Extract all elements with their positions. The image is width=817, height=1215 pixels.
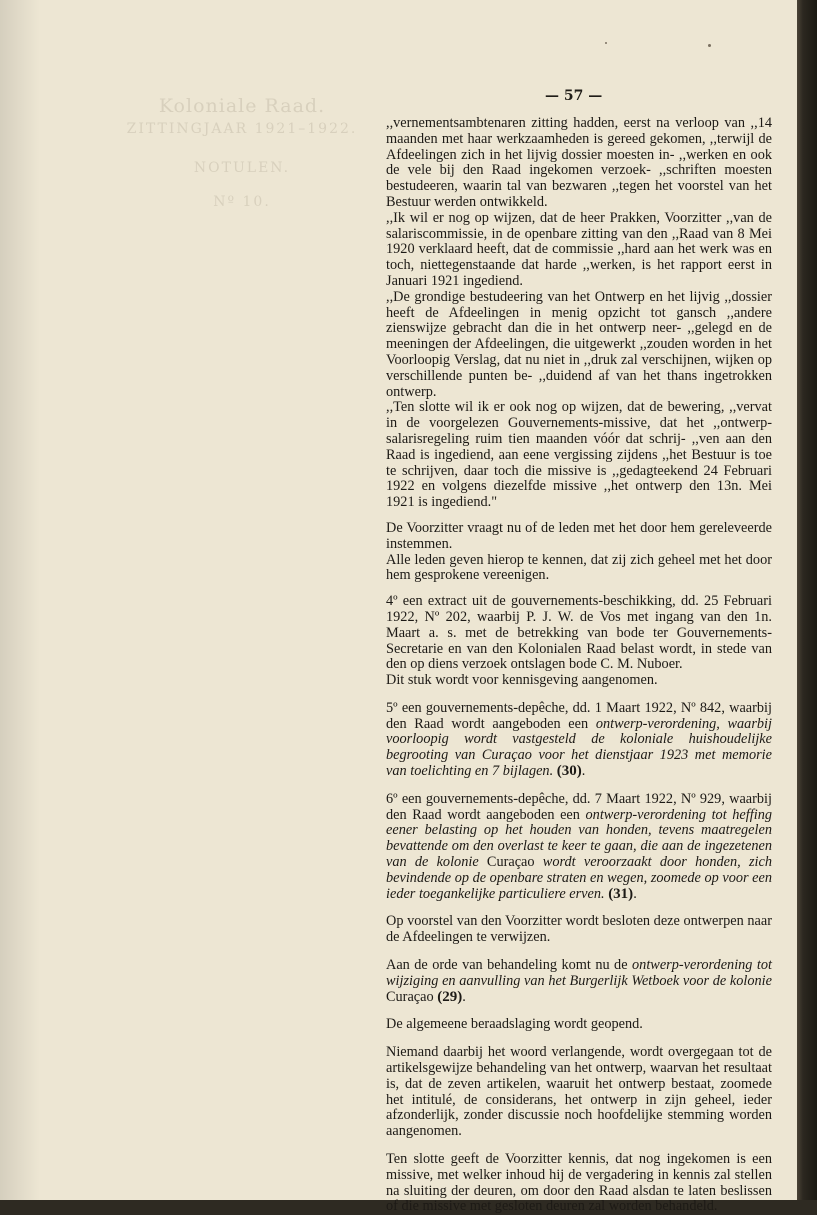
paragraph: ,,De grondige bestudeering van het Ontwerp en het lijvig ,,dossier heeft de Afdeelingen in menig opzicht tot gansch ,,andere zienswijze gebracht dan die in het ontwerp neer- ,,gelegd en de meeningen der Afdeelingen, die uitgewerkt ,,zouden worden in het Voorloopig Verslag, dat nu niet in ,,druk zal verschijnen, wijken op verschillende punten be- ,,duidend af van het thans ingetrokken ontwerp.	[386, 288, 772, 400]
paragraph: Dit stuk wordt voor kennisgeving aangenomen.	[386, 672, 658, 689]
italic-title: ontwerp-verordening, waarbij voorloopig wordt vastgesteld de koloniale huishoudelijke begrooting van Curaçao voor het dienstjaar 1923 met memorie van toelichting en 7 bijlagen.	[386, 715, 772, 780]
page-fold-shadow	[0, 0, 40, 1200]
italic-title: ontwerp-verordening tot wijziging en aanvulling van het Burgerlijk Wetboek voor de kolonie	[386, 957, 772, 989]
punctuation: .	[633, 885, 637, 902]
paragraph: Ten slotte geeft de Voorzitter kennis, dat nog ingekomen is een missive, met welker inhoud hij de vergadering in kennis zal stellen na sluiting der deuren, om door den Raad alsdan te laten beslissen of die missive met gesloten deuren zal worden behandeld.	[386, 1151, 772, 1215]
ghost-line: Nº 10.	[213, 193, 271, 210]
paragraph: 4º een extract uit de gouvernements-beschikking, dd. 25 Februari 1922, Nº 202, waarbij P. J. W. de Vos met ingang van den 1n. Maart a. s. met de betrekking van bode ter Gouvernements-Secretarie en van den Kolonialen Raad belast wordt, in stede van den op diens verzoek ontslagen bode C. M. Nuboer.	[386, 593, 772, 673]
italic-title: wordt veroorzaakt door honden, zich bevindende op de openbare straten en wegen, zoomede op voor een ieder toegankelijke particuliere erven.	[386, 854, 772, 902]
paragraph: ,,vernementsambtenaren zitting hadden, eerst na verloop van ,,14 maanden met haar werkzaamheden is gereed gekomen, ,,terwijl de Afdeelingen zich in het lijvig dossier moesten in- ,,werken en ook de vele bij den Raad ingekomen verzoek- ,,schriften moesten bestudeeren, waarin tal van bezwaren ,,tegen het voorstel van het Bestuur werden ontwikkeld.	[386, 115, 772, 210]
paragraph: De algemeene beraadslaging wordt geopend.	[386, 1016, 643, 1033]
item-number: (31)	[608, 885, 634, 902]
paragraph: ,,Ten slotte wil ik er ook nog op wijzen, dat de bewering, ,,vervat in de voorgelezen Gouvernements-missive, dat het ,,ontwerp-salarisregeling ruim tien maanden vóór dat schrij- ,,ven aan den Raad is ingediend, aan eene vergissing zijdens ,,het Bestuur is toe te schrijven, daar toch die missive is ,,gedagteekend 24 Februari 1922 en volgens diezelfde missive ,,het ontwerp den 13n. Mei 1921 is ingediend."	[386, 399, 772, 511]
punctuation: .	[581, 763, 586, 780]
ghost-line: NOTULEN.	[193, 160, 291, 177]
place-name: Curaçao	[486, 854, 535, 871]
paper-speck	[708, 44, 711, 47]
paragraph: De Voorzitter vraagt nu of de leden met het door hem gereleveerde instemmen.	[386, 519, 772, 552]
item-number: (30)	[556, 763, 582, 780]
paragraph: ,,Ik wil er nog op wijzen, dat de heer Prakken, Voorzitter ,,van de salariscommissie, in de openbare zitting van den ,,Raad van 8 Mei 1920 verklaard heeft, dat de commissie ,,hard aan het werk was en toch, niettegenstaande dat harde ,,werken, is het rapport eerst in Januari 1921 ingediend.	[386, 209, 772, 289]
paragraph	[386, 701, 772, 780]
paragraph-text: 6º een gouvernements-depêche, dd. 7 Maart 1922, Nº 929, waarbij den Raad wordt aangeboden een	[386, 790, 772, 823]
paragraph-text: Aan de orde van behandeling komt nu de	[386, 957, 628, 974]
paragraph	[386, 792, 772, 903]
body-text	[386, 116, 772, 1215]
paragraph: Niemand daarbij het woord verlangende, wordt overgegaan tot de artikelsgewijze behandeling van het ontwerp, waarvan het resultaat is, dat de zeven artikelen, waaruit het ontwerp bestaat, zoomede het intitulé, de considerans, het ontwerp in zijn geheel, ieder afzonderlijk, zonder discussie noch hoofdelijke stemming worden aangenomen.	[386, 1044, 772, 1140]
italic-title: ontwerp-verordening tot heffing eener belasting op het houden van honden, tevens maatregelen bevattende om den overlast te keer te gaan, die aan de ingezetenen van de kolonie	[386, 806, 772, 871]
paragraph: Alle leden geven hierop te kennen, dat zij zich geheel met het door hem gesprokene vereenigen.	[386, 551, 772, 584]
paper-speck	[605, 42, 607, 44]
place-name: Curaçao	[386, 988, 434, 1005]
item-number: (29)	[437, 988, 463, 1005]
ghost-line: Koloniale Raad.	[158, 95, 326, 117]
paragraph	[386, 958, 772, 1005]
punctuation: .	[462, 988, 466, 1005]
bleed-through-header	[112, 95, 372, 211]
paragraph: Op voorstel van den Voorzitter wordt besloten deze ontwerpen naar de Afdeelingen te verwijzen.	[386, 913, 772, 946]
book-edge	[797, 0, 817, 1200]
ghost-line: ZITTINGJAAR 1921–1922.	[126, 120, 358, 137]
page-number: — 57 —	[545, 88, 603, 104]
paragraph-text: 5º een gouvernements-depêche, dd. 1 Maart 1922, Nº 842, waarbij den Raad wordt aangeboden een	[386, 699, 772, 732]
